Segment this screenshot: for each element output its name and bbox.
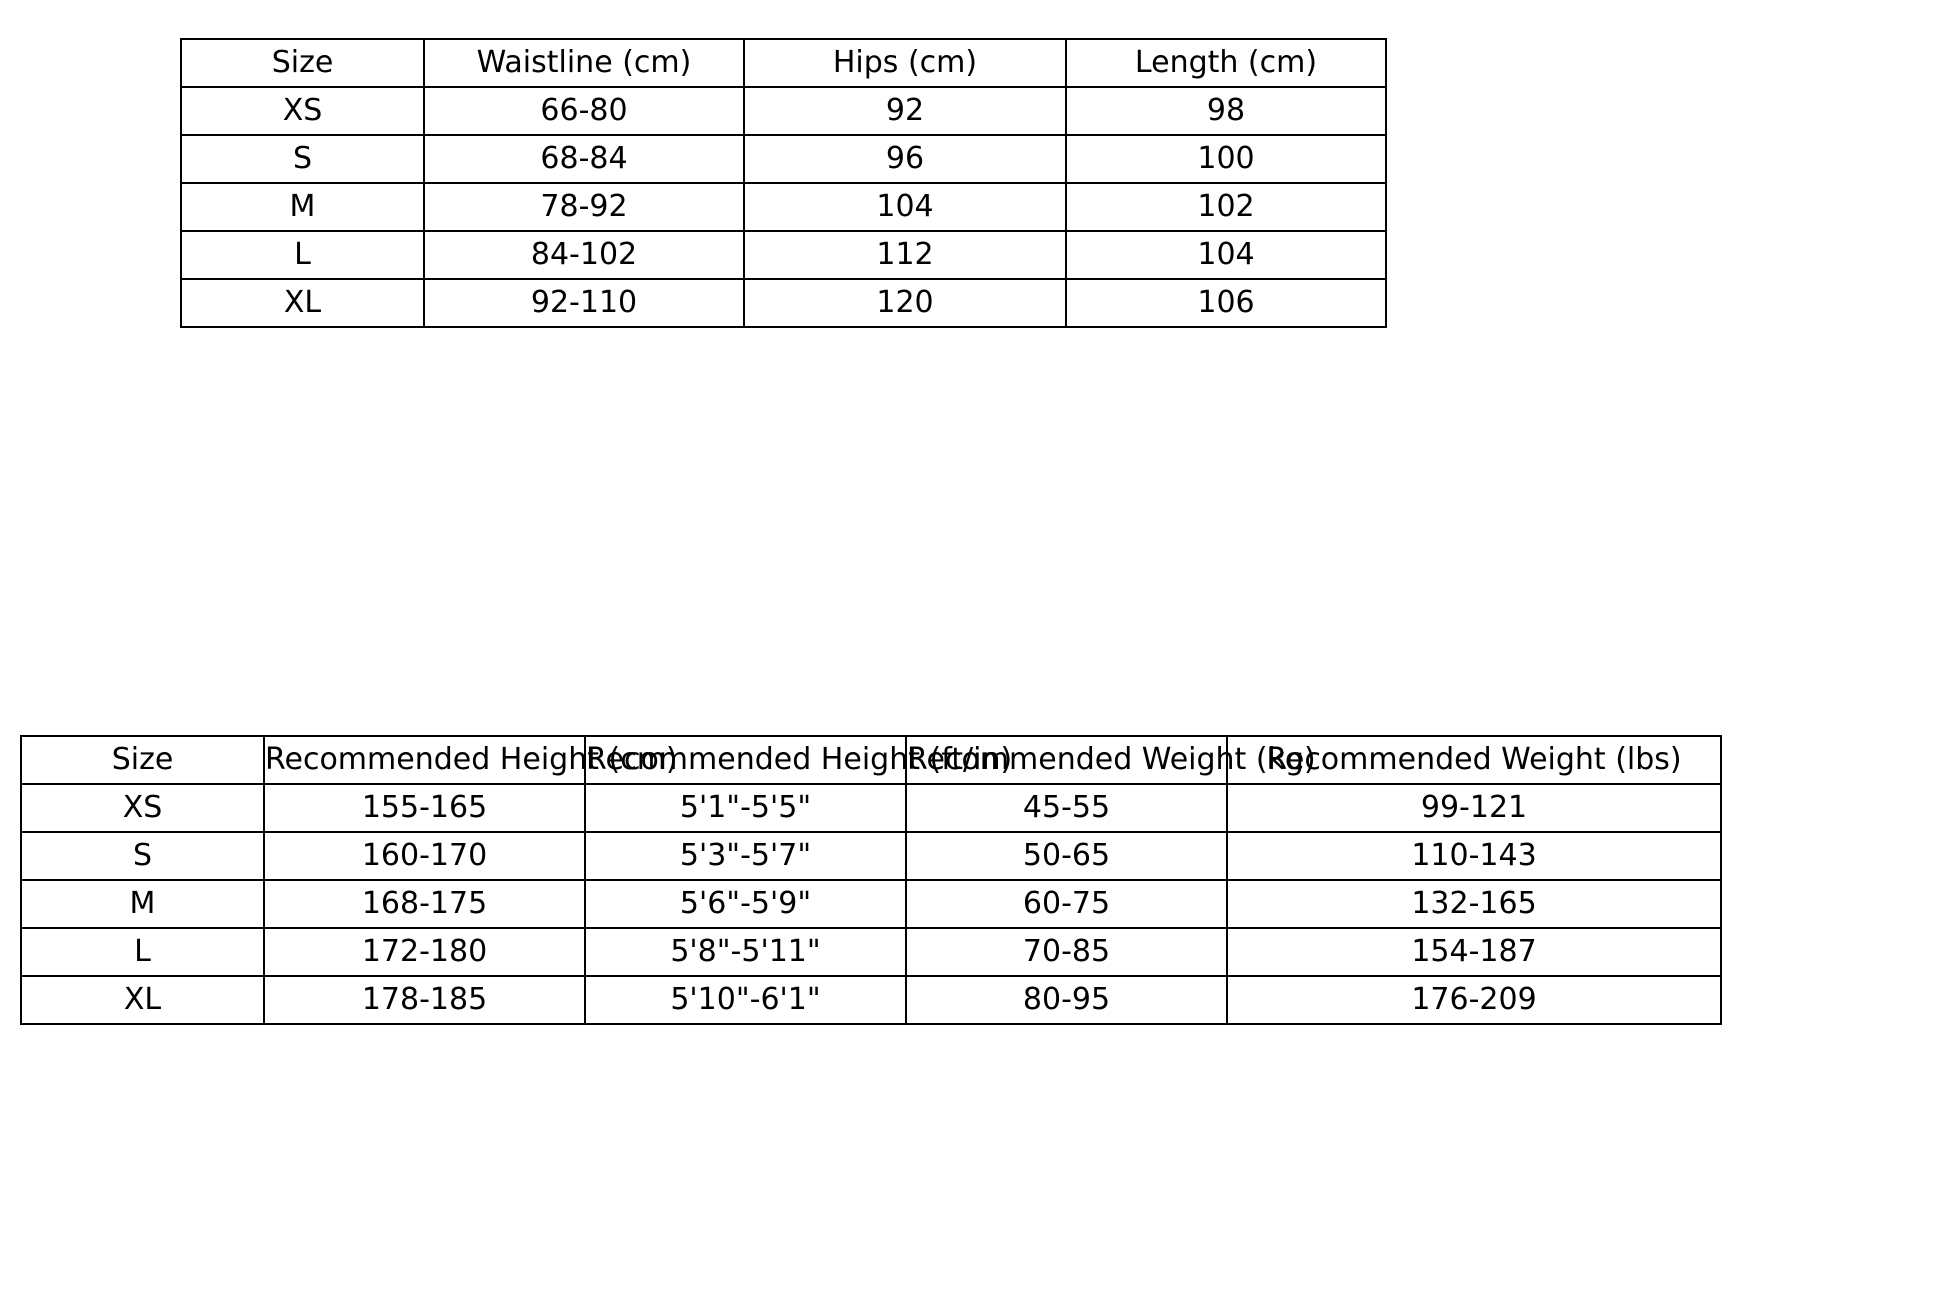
cell-hips: 112 [744, 231, 1066, 279]
cell-height-cm: 172-180 [264, 928, 585, 976]
cell-length: 100 [1066, 135, 1386, 183]
cell-waistline: 78-92 [424, 183, 744, 231]
column-header-recommended-height-ftin: Recommended Height (ft/in) [585, 736, 906, 784]
column-header-hips: Hips (cm) [744, 39, 1066, 87]
cell-weight-kg: 45-55 [906, 784, 1227, 832]
cell-size: XL [21, 976, 264, 1024]
table-row [181, 231, 1386, 279]
cell-weight-kg: 70-85 [906, 928, 1227, 976]
cell-weight-kg: 80-95 [906, 976, 1227, 1024]
cell-height-ftin: 5'10"-6'1" [585, 976, 906, 1024]
table-header-row [21, 736, 1721, 784]
cell-size: S [181, 135, 424, 183]
cell-size: L [21, 928, 264, 976]
cell-length: 106 [1066, 279, 1386, 327]
cell-size: S [21, 832, 264, 880]
cell-size: XS [21, 784, 264, 832]
table-row [21, 784, 1721, 832]
cell-hips: 96 [744, 135, 1066, 183]
table-row [181, 135, 1386, 183]
column-header-recommended-height-cm: Recommended Height (cm) [264, 736, 585, 784]
cell-height-cm: 155-165 [264, 784, 585, 832]
cell-weight-lbs: 176-209 [1227, 976, 1721, 1024]
cell-weight-lbs: 154-187 [1227, 928, 1721, 976]
column-header-waistline: Waistline (cm) [424, 39, 744, 87]
column-header-recommended-weight-kg: Recommended Weight (kg) [906, 736, 1227, 784]
cell-hips: 120 [744, 279, 1066, 327]
cell-waistline: 92-110 [424, 279, 744, 327]
cell-waistline: 66-80 [424, 87, 744, 135]
cell-length: 98 [1066, 87, 1386, 135]
garment-measurements-table [180, 38, 1387, 328]
table-row [181, 279, 1386, 327]
column-header-recommended-weight-lbs: Recommended Weight (lbs) [1227, 736, 1721, 784]
cell-length: 102 [1066, 183, 1386, 231]
cell-weight-lbs: 99-121 [1227, 784, 1721, 832]
table-header-row [181, 39, 1386, 87]
cell-weight-kg: 60-75 [906, 880, 1227, 928]
cell-weight-kg: 50-65 [906, 832, 1227, 880]
cell-size: XL [181, 279, 424, 327]
cell-height-ftin: 5'3"-5'7" [585, 832, 906, 880]
cell-height-cm: 168-175 [264, 880, 585, 928]
column-header-size: Size [21, 736, 264, 784]
cell-height-cm: 160-170 [264, 832, 585, 880]
cell-height-ftin: 5'1"-5'5" [585, 784, 906, 832]
cell-weight-lbs: 110-143 [1227, 832, 1721, 880]
table-row [181, 87, 1386, 135]
table-row [21, 832, 1721, 880]
table-row [181, 183, 1386, 231]
cell-waistline: 84-102 [424, 231, 744, 279]
cell-size: XS [181, 87, 424, 135]
column-header-length: Length (cm) [1066, 39, 1386, 87]
cell-hips: 104 [744, 183, 1066, 231]
column-header-size: Size [181, 39, 424, 87]
cell-height-ftin: 5'8"-5'11" [585, 928, 906, 976]
cell-length: 104 [1066, 231, 1386, 279]
cell-size: M [21, 880, 264, 928]
table-row [21, 880, 1721, 928]
cell-weight-lbs: 132-165 [1227, 880, 1721, 928]
cell-hips: 92 [744, 87, 1066, 135]
cell-height-cm: 178-185 [264, 976, 585, 1024]
recommended-height-weight-table [20, 735, 1722, 1025]
cell-height-ftin: 5'6"-5'9" [585, 880, 906, 928]
cell-waistline: 68-84 [424, 135, 744, 183]
cell-size: L [181, 231, 424, 279]
table-row [21, 928, 1721, 976]
table-row [21, 976, 1721, 1024]
cell-size: M [181, 183, 424, 231]
